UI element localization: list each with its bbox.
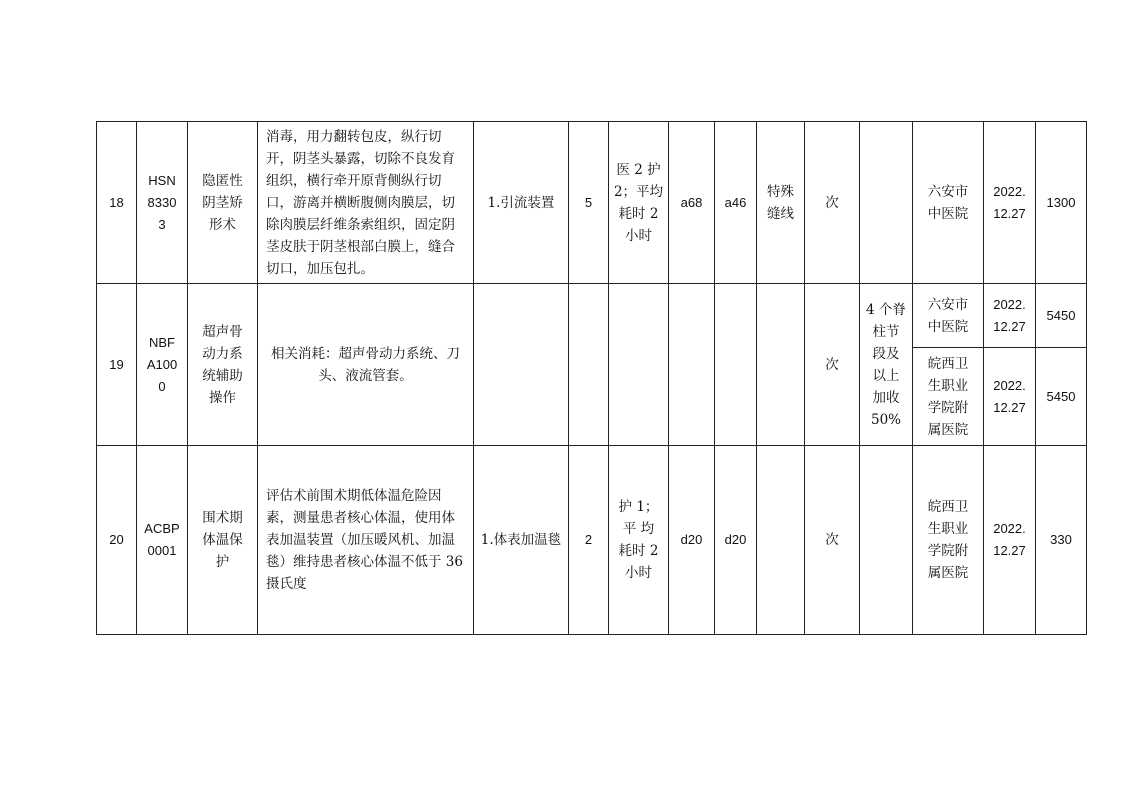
item-unit: 次 <box>805 284 860 446</box>
item-content: 相关消耗：超声骨动力系统、刀头、液流管套。 <box>258 284 474 446</box>
item-quantity: 5 <box>569 122 609 284</box>
hospital-date: 2022. 12.27 <box>984 284 1036 348</box>
item-note <box>860 122 913 284</box>
item-unit: 次 <box>805 122 860 284</box>
item-code-c2: a46 <box>715 122 757 284</box>
item-staff-time: 医 2 护 2；平均 耗时 2 小时 <box>609 122 669 284</box>
item-consumables <box>474 284 569 446</box>
item-extra <box>757 446 805 635</box>
item-extra <box>757 284 805 446</box>
hospital-name: 六安市 中医院 <box>913 122 984 284</box>
item-code: HSN 8330 3 <box>137 122 188 284</box>
pricing-table <box>96 121 1087 635</box>
hospital-name: 皖西卫 生职业 学院附 属医院 <box>913 348 984 446</box>
hospital-date: 2022. 12.27 <box>984 446 1036 635</box>
item-code-c1: a68 <box>669 122 715 284</box>
item-code: ACBP 0001 <box>137 446 188 635</box>
item-name: 超声骨 动力系 统辅助 操作 <box>188 284 258 446</box>
item-quantity: 2 <box>569 446 609 635</box>
item-consumables: 1.体表加温毯 <box>474 446 569 635</box>
item-staff-time <box>609 284 669 446</box>
hospital-price: 1300 <box>1036 122 1087 284</box>
item-unit: 次 <box>805 446 860 635</box>
row-number: 19 <box>97 284 137 446</box>
item-code-c2 <box>715 284 757 446</box>
row-number: 20 <box>97 446 137 635</box>
hospital-name: 皖西卫 生职业 学院附 属医院 <box>913 446 984 635</box>
table-row <box>97 446 1087 635</box>
item-content: 消毒，用力翻转包皮，纵行切开，阴茎头暴露，切除不良发育组织，横行牵开原背侧纵行切口，游离并横断腹侧肉膜层，切除肉膜层纤维条索组织，固定阴茎皮肤于阴茎根部白膜上，缝合切口，加压包扎。 <box>258 122 474 284</box>
item-code-c1 <box>669 284 715 446</box>
item-extra: 特殊 缝线 <box>757 122 805 284</box>
table-row <box>97 284 1087 348</box>
hospital-price: 5450 <box>1036 284 1087 348</box>
item-name: 隐匿性 阴茎矫 形术 <box>188 122 258 284</box>
hospital-price: 5450 <box>1036 348 1087 446</box>
item-name: 围术期 体温保 护 <box>188 446 258 635</box>
hospital-date: 2022. 12.27 <box>984 348 1036 446</box>
item-consumables: 1.引流装置 <box>474 122 569 284</box>
item-staff-time: 护 1； 平 均 耗时 2 小时 <box>609 446 669 635</box>
row-number: 18 <box>97 122 137 284</box>
hospital-date: 2022. 12.27 <box>984 122 1036 284</box>
item-content: 评估术前围术期低体温危险因素，测量患者核心体温，使用体表加温装置（加压暖风机、加温毯）维持患者核心体温不低于 36 摄氏度 <box>258 446 474 635</box>
item-code: NBF A100 0 <box>137 284 188 446</box>
item-note <box>860 446 913 635</box>
item-quantity <box>569 284 609 446</box>
hospital-price: 330 <box>1036 446 1087 635</box>
item-note: 4 个脊 柱节 段及 以上 加收 50% <box>860 284 913 446</box>
hospital-name: 六安市 中医院 <box>913 284 984 348</box>
item-code-c2: d20 <box>715 446 757 635</box>
table-row <box>97 122 1087 284</box>
item-code-c1: d20 <box>669 446 715 635</box>
